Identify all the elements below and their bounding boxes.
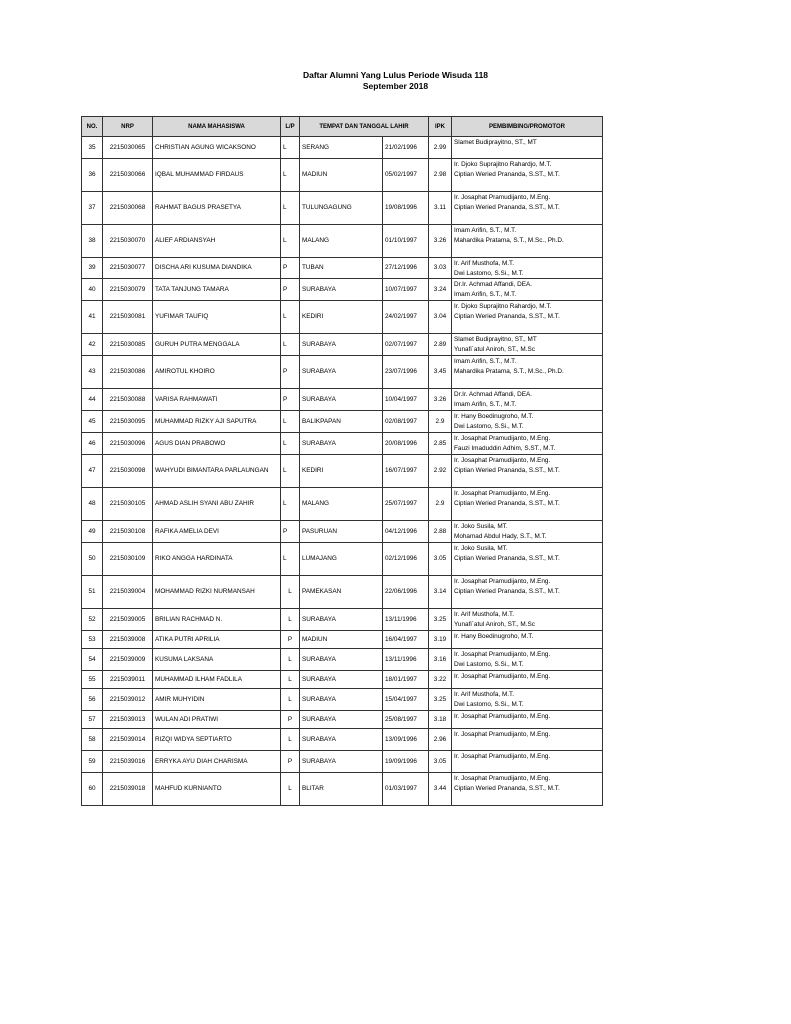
cell-pembimbing <box>452 729 603 751</box>
cell-lp: L <box>281 649 300 671</box>
cell-ipk: 3.25 <box>429 609 452 631</box>
cell-pembimbing <box>452 455 603 488</box>
cell-nama: MUHAMMAD ILHAM FADLILA <box>153 671 281 689</box>
cell-ipk: 3.24 <box>429 279 452 301</box>
pembimbing-1: Ir. Arif Musthofa, M.T. <box>454 691 515 698</box>
cell-nama: KUSUMA LAKSANA <box>153 649 281 671</box>
pembimbing-1: Ir. Arif Musthofa, M.T. <box>454 611 515 618</box>
cell-pembimbing <box>452 576 603 609</box>
pembimbing-2: Dwi Lastomo, S.Si., M.T. <box>454 422 524 430</box>
cell-pembimbing <box>452 649 603 671</box>
cell-nrp: 2215039005 <box>103 609 153 631</box>
cell-lp: P <box>281 711 300 729</box>
pembimbing-2: Dwi Lastomo, S.Si., M.T. <box>454 269 524 277</box>
cell-lp: L <box>281 225 300 258</box>
pembimbing-2: Fauzi Imaduddin Adhim, S.ST., M.T. <box>454 444 556 452</box>
cell-nama: ALIEF ARDIANSYAH <box>153 225 281 258</box>
cell-nrp: 2215030085 <box>103 334 153 356</box>
pembimbing-1: Ir. Arif Musthofa, M.T. <box>454 260 515 267</box>
cell-tanggal: 01/03/1997 <box>383 773 429 806</box>
pembimbing-2: Imam Arifin, S.T., M.T. <box>454 290 517 298</box>
cell-nama: BRILIAN RACHMAD N. <box>153 609 281 631</box>
cell-tempat: SURABAYA <box>300 689 383 711</box>
cell-nrp: 2215030070 <box>103 225 153 258</box>
header-no: NO. <box>82 117 103 137</box>
pembimbing-1: Ir. Hany Boedinugroho, M.T. <box>454 633 534 640</box>
pembimbing-1: Ir. Josaphat Pramudijanto, M.Eng. <box>454 490 551 497</box>
cell-nrp: 2215039004 <box>103 576 153 609</box>
pembimbing-2: Ciptian Weried Prananda, S.ST., M.T. <box>454 554 560 562</box>
cell-no: 48 <box>82 488 103 521</box>
cell-nrp: 2215039016 <box>103 751 153 773</box>
cell-tanggal: 21/02/1996 <box>383 137 429 159</box>
cell-ipk: 2.92 <box>429 455 452 488</box>
cell-nrp: 2215030079 <box>103 279 153 301</box>
pembimbing-1: Ir. Josaphat Pramudijanto, M.Eng. <box>454 194 551 201</box>
cell-pembimbing <box>452 159 603 192</box>
cell-no: 42 <box>82 334 103 356</box>
cell-tanggal: 19/09/1996 <box>383 751 429 773</box>
cell-tanggal: 24/02/1997 <box>383 301 429 334</box>
cell-lp: L <box>281 301 300 334</box>
cell-pembimbing <box>452 773 603 806</box>
cell-lp: L <box>281 729 300 751</box>
cell-nrp: 2215039018 <box>103 773 153 806</box>
document-title <box>0 70 791 92</box>
table-row <box>82 671 603 689</box>
cell-nrp: 2215030095 <box>103 411 153 433</box>
table-row <box>82 751 603 773</box>
cell-pembimbing <box>452 334 603 356</box>
cell-nama: MOHAMMAD RIZKI NURMANSAH <box>153 576 281 609</box>
cell-tempat: BALIKPAPAN <box>300 411 383 433</box>
cell-nama: RAFIKA AMELIA DEVI <box>153 521 281 543</box>
pembimbing-2: Mohamad Abdul Hady, S.T., M.T. <box>454 532 547 540</box>
cell-ipk: 2.99 <box>429 137 452 159</box>
cell-pembimbing <box>452 711 603 729</box>
cell-tempat: KEDIRI <box>300 455 383 488</box>
pembimbing-2: Ciptian Weried Prananda, S.ST., M.T. <box>454 784 560 792</box>
cell-tempat: SURABAYA <box>300 649 383 671</box>
cell-nrp: 2215030081 <box>103 301 153 334</box>
table-row <box>82 159 603 192</box>
pembimbing-2: Imam Arifin, S.T., M.T. <box>454 400 517 408</box>
pembimbing-2: Ciptian Weried Prananda, S.ST., M.T. <box>454 499 560 507</box>
pembimbing-2: Yunafi`atul Aniroh, ST., M.Sc <box>454 345 535 353</box>
cell-no: 49 <box>82 521 103 543</box>
cell-no: 41 <box>82 301 103 334</box>
cell-pembimbing <box>452 433 603 455</box>
cell-ipk: 3.19 <box>429 631 452 649</box>
cell-tempat: MALANG <box>300 488 383 521</box>
cell-lp: L <box>281 411 300 433</box>
cell-nama: ERRYKA AYU DIAH CHARISMA <box>153 751 281 773</box>
cell-tanggal: 02/08/1997 <box>383 411 429 433</box>
pembimbing-1: Ir. Josaphat Pramudijanto, M.Eng. <box>454 651 551 658</box>
cell-tempat: KEDIRI <box>300 301 383 334</box>
cell-nama: YUFIMAR TAUFIQ <box>153 301 281 334</box>
cell-tempat: SURABAYA <box>300 356 383 389</box>
cell-nama: IQBAL MUHAMMAD FIRDAUS <box>153 159 281 192</box>
cell-ipk: 3.26 <box>429 225 452 258</box>
pembimbing-1: Imam Arifin, S.T., M.T. <box>454 358 517 365</box>
cell-lp: L <box>281 192 300 225</box>
cell-no: 39 <box>82 258 103 279</box>
pembimbing-2: Dwi Lastomo, S.Si., M.T. <box>454 700 524 708</box>
pembimbing-1: Ir. Josaphat Pramudijanto, M.Eng. <box>454 713 551 720</box>
cell-no: 54 <box>82 649 103 671</box>
cell-lp: L <box>281 334 300 356</box>
cell-pembimbing <box>452 411 603 433</box>
pembimbing-2: Dwi Lastomo, S.Si., M.T. <box>454 660 524 668</box>
cell-lp: P <box>281 279 300 301</box>
cell-nrp: 2215039011 <box>103 671 153 689</box>
cell-tanggal: 20/08/1996 <box>383 433 429 455</box>
cell-tempat: SURABAYA <box>300 334 383 356</box>
cell-ipk: 2.88 <box>429 521 452 543</box>
cell-lp: P <box>281 751 300 773</box>
cell-lp: L <box>281 689 300 711</box>
cell-ipk: 3.03 <box>429 258 452 279</box>
cell-nrp: 2215030068 <box>103 192 153 225</box>
cell-ipk: 3.04 <box>429 301 452 334</box>
cell-no: 55 <box>82 671 103 689</box>
cell-nrp: 2215030108 <box>103 521 153 543</box>
pembimbing-1: Ir. Josaphat Pramudijanto, M.Eng. <box>454 775 551 782</box>
cell-tempat: PASURUAN <box>300 521 383 543</box>
cell-lp: P <box>281 258 300 279</box>
cell-ipk: 2.9 <box>429 411 452 433</box>
table-row <box>82 631 603 649</box>
cell-lp: L <box>281 488 300 521</box>
pembimbing-2: Ciptian Weried Prananda, S.ST., M.T. <box>454 203 560 211</box>
pembimbing-2: Ciptian Weried Prananda, S.ST., M.T. <box>454 466 560 474</box>
cell-tempat: LUMAJANG <box>300 543 383 576</box>
cell-pembimbing <box>452 225 603 258</box>
cell-nrp: 2215030086 <box>103 356 153 389</box>
table-row <box>82 689 603 711</box>
cell-tempat: SURABAYA <box>300 671 383 689</box>
cell-nrp: 2215039008 <box>103 631 153 649</box>
cell-tempat: SURABAYA <box>300 433 383 455</box>
cell-no: 37 <box>82 192 103 225</box>
cell-no: 50 <box>82 543 103 576</box>
cell-no: 57 <box>82 711 103 729</box>
cell-lp: P <box>281 521 300 543</box>
cell-nrp: 2215030088 <box>103 389 153 411</box>
cell-ipk: 3.44 <box>429 773 452 806</box>
table-row <box>82 433 603 455</box>
cell-tempat: SERANG <box>300 137 383 159</box>
cell-pembimbing <box>452 279 603 301</box>
cell-nrp: 2215030096 <box>103 433 153 455</box>
cell-ipk: 2.9 <box>429 488 452 521</box>
cell-pembimbing <box>452 389 603 411</box>
table-row <box>82 389 603 411</box>
pembimbing-1: Ir. Josaphat Pramudijanto, M.Eng. <box>454 435 551 442</box>
cell-pembimbing <box>452 689 603 711</box>
table-row <box>82 543 603 576</box>
cell-tanggal: 13/11/1996 <box>383 609 429 631</box>
table-row <box>82 773 603 806</box>
cell-tanggal: 27/12/1996 <box>383 258 429 279</box>
cell-tempat: SURABAYA <box>300 389 383 411</box>
cell-nama: CHRISTIAN AGUNG WICAKSONO <box>153 137 281 159</box>
header-lp: L/P <box>281 117 300 137</box>
cell-nama: MAHFUD KURNIANTO <box>153 773 281 806</box>
cell-ipk: 2.89 <box>429 334 452 356</box>
cell-pembimbing <box>452 543 603 576</box>
cell-tempat: SURABAYA <box>300 729 383 751</box>
cell-pembimbing <box>452 671 603 689</box>
cell-tempat: MADIUN <box>300 631 383 649</box>
pembimbing-2: Ciptian Weried Prananda, S.ST., M.T. <box>454 587 560 595</box>
cell-lp: L <box>281 137 300 159</box>
cell-ipk: 3.14 <box>429 576 452 609</box>
cell-pembimbing <box>452 751 603 773</box>
cell-nama: WULAN ADI PRATIWI <box>153 711 281 729</box>
cell-tempat: TUBAN <box>300 258 383 279</box>
cell-lp: L <box>281 433 300 455</box>
cell-no: 60 <box>82 773 103 806</box>
cell-nama: AMIROTUL KHOIRO <box>153 356 281 389</box>
pembimbing-1: Ir. Josaphat Pramudijanto, M.Eng. <box>454 673 551 680</box>
table-row <box>82 455 603 488</box>
table-header-row <box>82 117 603 137</box>
cell-lp: P <box>281 389 300 411</box>
cell-lp: L <box>281 773 300 806</box>
cell-nama: GURUH PUTRA MENGGALA <box>153 334 281 356</box>
cell-nrp: 2215039014 <box>103 729 153 751</box>
pembimbing-1: Ir. Josaphat Pramudijanto, M.Eng. <box>454 753 551 760</box>
cell-nrp: 2215030098 <box>103 455 153 488</box>
header-nama: NAMA MAHASISWA <box>153 117 281 137</box>
cell-nama: AGUS DIAN PRABOWO <box>153 433 281 455</box>
cell-nrp: 2215030066 <box>103 159 153 192</box>
cell-nama: MUHAMMAD RIZKY AJI SAPUTRA <box>153 411 281 433</box>
pembimbing-1: Dr.Ir. Achmad Affandi, DEA. <box>454 281 533 288</box>
table-row <box>82 192 603 225</box>
cell-tanggal: 25/08/1997 <box>383 711 429 729</box>
cell-nrp: 2215039012 <box>103 689 153 711</box>
pembimbing-1: Slamet Budiprayitno, ST., MT <box>454 139 537 146</box>
table-row <box>82 609 603 631</box>
table-row <box>82 137 603 159</box>
table-row <box>82 258 603 279</box>
cell-lp: L <box>281 455 300 488</box>
header-nrp: NRP <box>103 117 153 137</box>
header-pembimbing: PEMBIMBING/PROMOTOR <box>452 117 603 137</box>
cell-no: 56 <box>82 689 103 711</box>
cell-no: 45 <box>82 411 103 433</box>
table-row <box>82 521 603 543</box>
cell-tanggal: 01/10/1997 <box>383 225 429 258</box>
pembimbing-1: Ir. Djoko Suprajitno Rahardjo, M.T. <box>454 161 552 168</box>
cell-tempat: SURABAYA <box>300 279 383 301</box>
cell-tanggal: 15/04/1997 <box>383 689 429 711</box>
cell-pembimbing <box>452 192 603 225</box>
cell-no: 59 <box>82 751 103 773</box>
pembimbing-2: Mahardika Pratama, S.T., M.Sc., Ph.D. <box>454 236 564 244</box>
cell-tanggal: 02/12/1996 <box>383 543 429 576</box>
cell-ipk: 2.85 <box>429 433 452 455</box>
cell-tempat: MALANG <box>300 225 383 258</box>
cell-tanggal: 13/11/1996 <box>383 649 429 671</box>
cell-pembimbing <box>452 258 603 279</box>
cell-no: 47 <box>82 455 103 488</box>
cell-tempat: PAMEKASAN <box>300 576 383 609</box>
pembimbing-2: Ciptian Weried Prananda, S.ST., M.T. <box>454 170 560 178</box>
cell-pembimbing <box>452 137 603 159</box>
cell-no: 44 <box>82 389 103 411</box>
cell-tanggal: 18/01/1997 <box>383 671 429 689</box>
cell-ipk: 3.11 <box>429 192 452 225</box>
cell-tanggal: 04/12/1996 <box>383 521 429 543</box>
cell-tanggal: 10/04/1997 <box>383 389 429 411</box>
pembimbing-1: Dr.Ir. Achmad Affandi, DEA. <box>454 391 533 398</box>
pembimbing-1: Imam Arifin, S.T., M.T. <box>454 227 517 234</box>
table-row <box>82 729 603 751</box>
cell-tanggal: 02/07/1997 <box>383 334 429 356</box>
cell-pembimbing <box>452 631 603 649</box>
cell-nrp: 2215039013 <box>103 711 153 729</box>
pembimbing-1: Ir. Djoko Suprajitno Rahardjo, M.T. <box>454 303 552 310</box>
cell-tanggal: 19/08/1996 <box>383 192 429 225</box>
cell-ipk: 3.05 <box>429 751 452 773</box>
cell-no: 43 <box>82 356 103 389</box>
pembimbing-1: Ir. Josaphat Pramudijanto, M.Eng. <box>454 578 551 585</box>
pembimbing-2: Mahardika Pratama, S.T., M.Sc., Ph.D. <box>454 367 564 375</box>
cell-nrp: 2215030109 <box>103 543 153 576</box>
cell-nrp: 2215030077 <box>103 258 153 279</box>
cell-tanggal: 23/07/1996 <box>383 356 429 389</box>
cell-nama: AMIR MUHYIDIN <box>153 689 281 711</box>
alumni-table <box>81 116 603 806</box>
pembimbing-1: Slamet Budiprayitno, ST., MT <box>454 336 537 343</box>
cell-ipk: 3.25 <box>429 689 452 711</box>
cell-ipk: 3.26 <box>429 389 452 411</box>
cell-nama: RIKO ANGGA HARDINATA <box>153 543 281 576</box>
pembimbing-1: Ir. Joko Susila, MT. <box>454 545 508 552</box>
cell-nama: WAHYUDI BIMANTARA PARLAUNGAN <box>153 455 281 488</box>
cell-no: 53 <box>82 631 103 649</box>
cell-lp: L <box>281 609 300 631</box>
pembimbing-1: Ir. Hany Boedinugroho, M.T. <box>454 413 534 420</box>
table-row <box>82 356 603 389</box>
table-row <box>82 711 603 729</box>
cell-tanggal: 25/07/1997 <box>383 488 429 521</box>
cell-no: 40 <box>82 279 103 301</box>
table-row <box>82 225 603 258</box>
cell-tanggal: 10/07/1997 <box>383 279 429 301</box>
cell-nama: ATIKA PUTRI APRILIA <box>153 631 281 649</box>
cell-no: 58 <box>82 729 103 751</box>
cell-pembimbing <box>452 301 603 334</box>
cell-pembimbing <box>452 609 603 631</box>
cell-no: 35 <box>82 137 103 159</box>
cell-lp: P <box>281 631 300 649</box>
cell-ipk: 3.16 <box>429 649 452 671</box>
cell-nama: DISCHA ARI KUSUMA DIANDIKA <box>153 258 281 279</box>
cell-tanggal: 16/07/1997 <box>383 455 429 488</box>
title-line-1: Daftar Alumni Yang Lulus Periode Wisuda 118 <box>302 70 489 80</box>
table-row <box>82 279 603 301</box>
cell-no: 36 <box>82 159 103 192</box>
cell-ipk: 3.45 <box>429 356 452 389</box>
cell-nama: VARISA RAHMAWATI <box>153 389 281 411</box>
cell-tanggal: 22/06/1996 <box>383 576 429 609</box>
cell-lp: L <box>281 671 300 689</box>
cell-tanggal: 13/09/1996 <box>383 729 429 751</box>
table-row <box>82 334 603 356</box>
pembimbing-1: Ir. Joko Susila, MT. <box>454 523 508 530</box>
cell-lp: P <box>281 356 300 389</box>
cell-nrp: 2215030105 <box>103 488 153 521</box>
cell-ipk: 3.22 <box>429 671 452 689</box>
pembimbing-2: Ciptian Weried Prananda, S.ST., M.T. <box>454 312 560 320</box>
cell-ipk: 2.96 <box>429 729 452 751</box>
cell-nama: AHMAD ASLIH SYANI ABU ZAHIR <box>153 488 281 521</box>
table-row <box>82 649 603 671</box>
cell-nama: TATA TANJUNG TAMARA <box>153 279 281 301</box>
cell-ipk: 3.18 <box>429 711 452 729</box>
cell-pembimbing <box>452 488 603 521</box>
cell-tempat: BLITAR <box>300 773 383 806</box>
table-row <box>82 301 603 334</box>
header-tempat-tanggal-lahir: TEMPAT DAN TANGGAL LAHIR <box>300 117 429 137</box>
cell-pembimbing <box>452 521 603 543</box>
pembimbing-1: Ir. Josaphat Pramudijanto, M.Eng. <box>454 457 551 464</box>
cell-tempat: SURABAYA <box>300 609 383 631</box>
cell-no: 38 <box>82 225 103 258</box>
cell-ipk: 3.05 <box>429 543 452 576</box>
cell-nama: RAHMAT BAGUS PRASETYA <box>153 192 281 225</box>
cell-tanggal: 05/02/1997 <box>383 159 429 192</box>
cell-lp: L <box>281 159 300 192</box>
cell-tempat: MADIUN <box>300 159 383 192</box>
cell-tempat: SURABAYA <box>300 711 383 729</box>
table-row <box>82 488 603 521</box>
cell-ipk: 2.98 <box>429 159 452 192</box>
cell-lp: L <box>281 543 300 576</box>
cell-lp: L <box>281 576 300 609</box>
pembimbing-2: Yunafi`atul Aniroh, ST., M.Sc <box>454 620 535 628</box>
cell-nrp: 2215039009 <box>103 649 153 671</box>
title-line-2: September 2018 <box>362 81 429 91</box>
cell-tempat: SURABAYA <box>300 751 383 773</box>
cell-tempat: TULUNGAGUNG <box>300 192 383 225</box>
cell-nama: RIZQI WIDYA SEPTIARTO <box>153 729 281 751</box>
cell-tanggal: 16/04/1997 <box>383 631 429 649</box>
cell-no: 51 <box>82 576 103 609</box>
table-row <box>82 411 603 433</box>
table-row <box>82 576 603 609</box>
cell-no: 46 <box>82 433 103 455</box>
cell-nrp: 2215030065 <box>103 137 153 159</box>
cell-pembimbing <box>452 356 603 389</box>
header-ipk: IPK <box>429 117 452 137</box>
cell-no: 52 <box>82 609 103 631</box>
pembimbing-1: Ir. Josaphat Pramudijanto, M.Eng. <box>454 731 551 738</box>
